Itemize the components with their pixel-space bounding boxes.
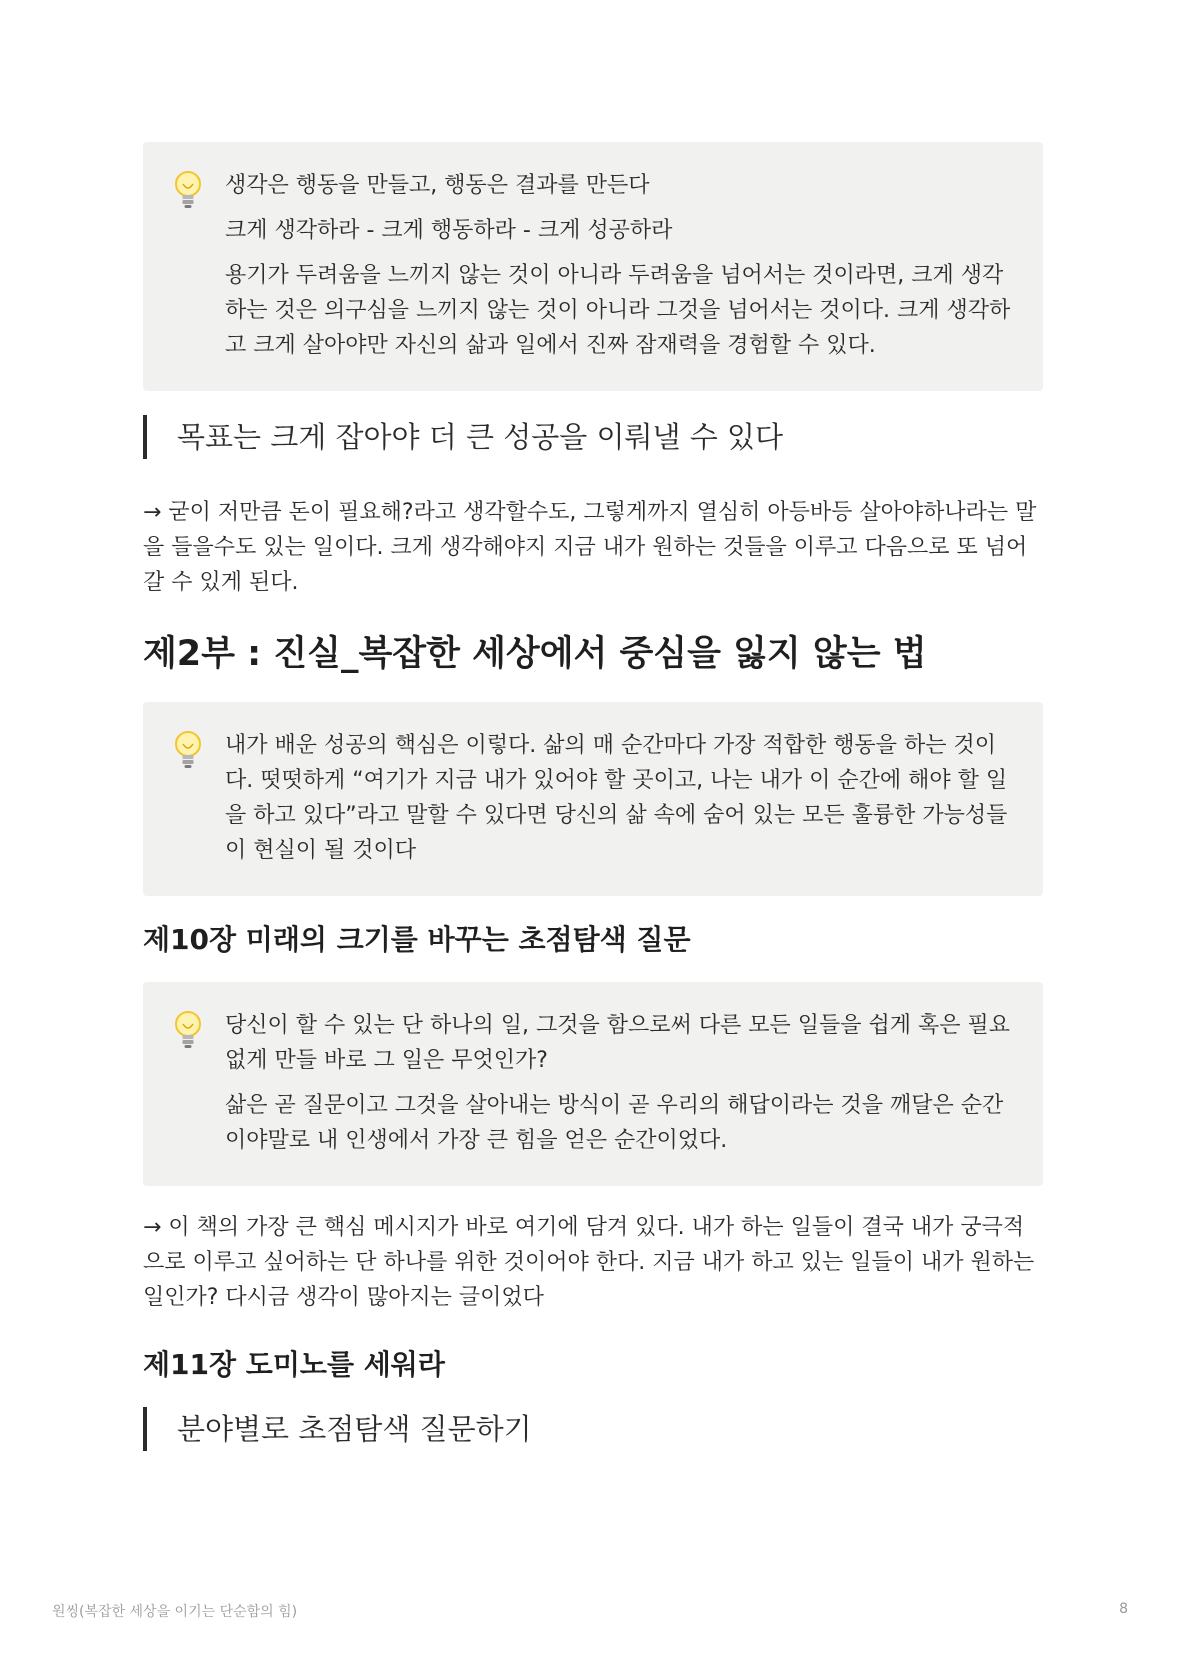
callout-line: 크게 생각하라 - 크게 행동하라 - 크게 성공하라 (225, 218, 673, 243)
chapter-heading-10: 제10장 미래의 크기를 바꾸는 초점탐색 질문 (143, 923, 691, 956)
callout-think-big (143, 142, 1043, 391)
footer-page-number: 8 (1119, 1601, 1128, 1617)
paragraph-reflection-2: → 이 책의 가장 큰 핵심 메시지가 바로 여기에 담겨 있다. 내가 하는 일들이 결국 내가 궁극적으로 이루고 싶어하는 단 하나를 위한 것이어야 한다. 지금 내가 하고 있는 일들이 내가 원하는 일인가? 다시금 생각이 많아지는 글이었다 (143, 1215, 1035, 1310)
callout-body (225, 728, 1017, 868)
lightbulb-icon (173, 1008, 225, 1050)
lightbulb-icon (173, 168, 225, 210)
callout-focusing-question (143, 982, 1043, 1186)
quote-block-goal: 목표는 크게 잡아야 더 큰 성공을 이뤄낼 수 있다 (143, 415, 1043, 459)
footer-book-title: 원씽(복잡한 세상을 이기는 단순함의 힘) (52, 1604, 298, 1620)
part-heading: 제2부 : 진실_복잡한 세상에서 중심을 잃지 않는 법 (143, 634, 927, 674)
page-footer (52, 1601, 1128, 1621)
callout-line: 용기가 두려움을 느끼지 않는 것이 아니라 두려움을 넘어서는 것이라면, 크게 생각하는 것은 의구심을 느끼지 않는 것이 아니라 그것을 넘어서는 것이다. 크게 생각하고 크게 살아야만 자신의 삶과 일에서 진짜 잠재력을 경험할 수 있다. (225, 263, 1011, 358)
callout-success-core (143, 702, 1043, 896)
callout-body (225, 1008, 1017, 1158)
callout-body (225, 168, 1017, 363)
callout-line: 생각은 행동을 만들고, 행동은 결과를 만든다 (225, 173, 650, 198)
callout-line: 내가 배운 성공의 핵심은 이렇다. 삶의 매 순간마다 가장 적합한 행동을 하는 것이다. 떳떳하게 “여기가 지금 내가 있어야 할 곳이고, 나는 내가 이 순간에 해야 할 일을 하고 있다”라고 말할 수 있다면 당신의 삶 속에 숨어 있는 모든 훌륭한 가능성들이 현실이 될 것이다 (225, 733, 1008, 863)
quote-block-domains: 분야별로 초점탐색 질문하기 (143, 1407, 1043, 1451)
paragraph-reflection-1: → 굳이 저만큼 돈이 필요해?라고 생각할수도, 그렇게까지 열심히 아등바등 살아야하나라는 말을 들을수도 있는 일이다. 크게 생각해야지 지금 내가 원하는 것들을 이루고 다음으로 또 넘어갈 수 있게 된다. (143, 500, 1037, 595)
callout-line: 당신이 할 수 있는 단 하나의 일, 그것을 함으로써 다른 모든 일들을 쉽게 혹은 필요 없게 만들 바로 그 일은 무엇인가? (225, 1013, 1010, 1073)
page-content (143, 142, 1043, 1487)
callout-line: 삶은 곧 질문이고 그것을 살아내는 방식이 곧 우리의 해답이라는 것을 깨달은 순간이야말로 내 인생에서 가장 큰 힘을 얻은 순간이었다. (225, 1093, 1004, 1153)
lightbulb-icon (173, 728, 225, 770)
chapter-heading-11: 제11장 도미노를 세워라 (143, 1348, 445, 1381)
